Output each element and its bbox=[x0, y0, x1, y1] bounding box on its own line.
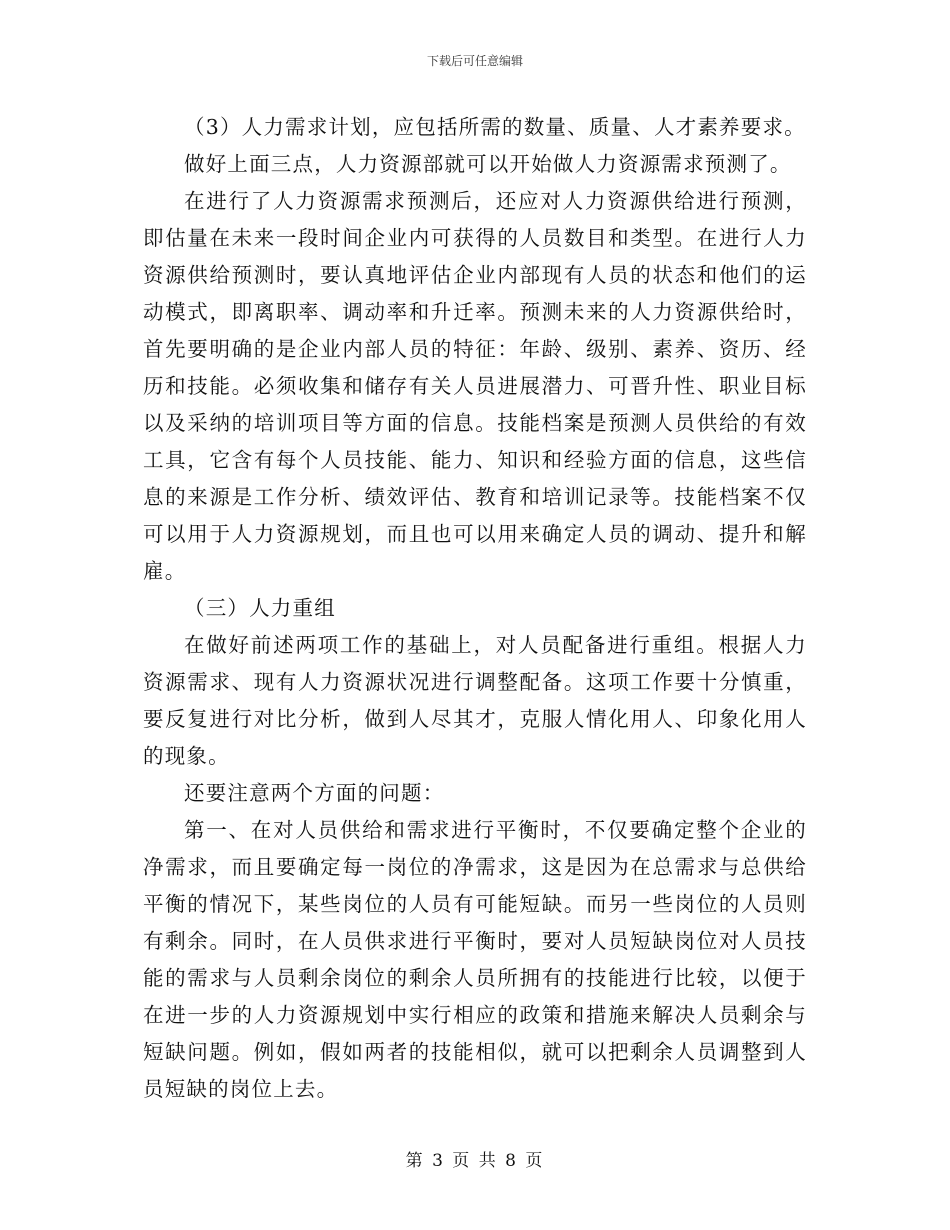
page-header: 下载后可任意编辑 bbox=[426, 54, 523, 68]
section-heading-restructure: （三）人力重组 bbox=[184, 596, 336, 620]
paragraph-start-forecast: 做好上面三点，人力资源部就可以开始做人力资源需求预测了。 bbox=[184, 152, 792, 176]
paragraph-two-issues: 还要注意两个方面的问题： bbox=[184, 781, 445, 805]
paragraph-first-issue: 第一、在对人员供给和需求进行平衡时，不仅要确定整个企业的净需求，而且要确定每一岗位的净需求，这是因为在总需求与总供给平衡的情况下，某些岗位的人员有可能短缺。而另一些岗位的人员则有剩余。同时，在人员供求进行平衡时，要对人员短缺岗位对人员技能的需求与人员剩余岗位的剩余人员所拥有的技能进行比较，以便于在进一步的人力资源规划中实行相应的政策和措施来解决人员剩余与短缺问题。例如，假如两者的技能相似，就可以把剩余人员调整到人员短缺的岗位上去。 bbox=[143, 818, 807, 1101]
document-body bbox=[143, 109, 807, 1108]
paragraph-restructure: 在做好前述两项工作的基础上，对人员配备进行重组。根据人力资源需求、现有人力资源状况进行调整配备。这项工作要十分慎重，要反复进行对比分析，做到人尽其才，克服人情化用人、印象化用人的现象。 bbox=[143, 633, 807, 768]
page-footer: 第 3 页 共 8 页 bbox=[405, 1151, 545, 1171]
paragraph-supply-forecast: 在进行了人力资源需求预测后，还应对人力资源供给进行预测，即估量在未来一段时间企业内可获得的人员数目和类型。在进行人力资源供给预测时，要认真地评估企业内部现有人员的状态和他们的运动模式，即离职率、调动率和升迁率。预测未来的人力资源供给时，首先要明确的是企业内部人员的特征：年龄、级别、素养、资历、经历和技能。必须收集和储存有关人员进展潜力、可晋升性、职业目标以及采纳的培训项目等方面的信息。技能档案是预测人员供给的有效工具，它含有每个人员技能、能力、知识和经验方面的信息，这些信息的来源是工作分析、绩效评估、教育和培训记录等。技能档案不仅可以用于人力资源规划，而且也可以用来确定人员的调动、提升和解雇。 bbox=[143, 189, 807, 583]
paragraph-demand-plan: （3）人力需求计划，应包括所需的数量、质量、人才素养要求。 bbox=[184, 115, 806, 139]
